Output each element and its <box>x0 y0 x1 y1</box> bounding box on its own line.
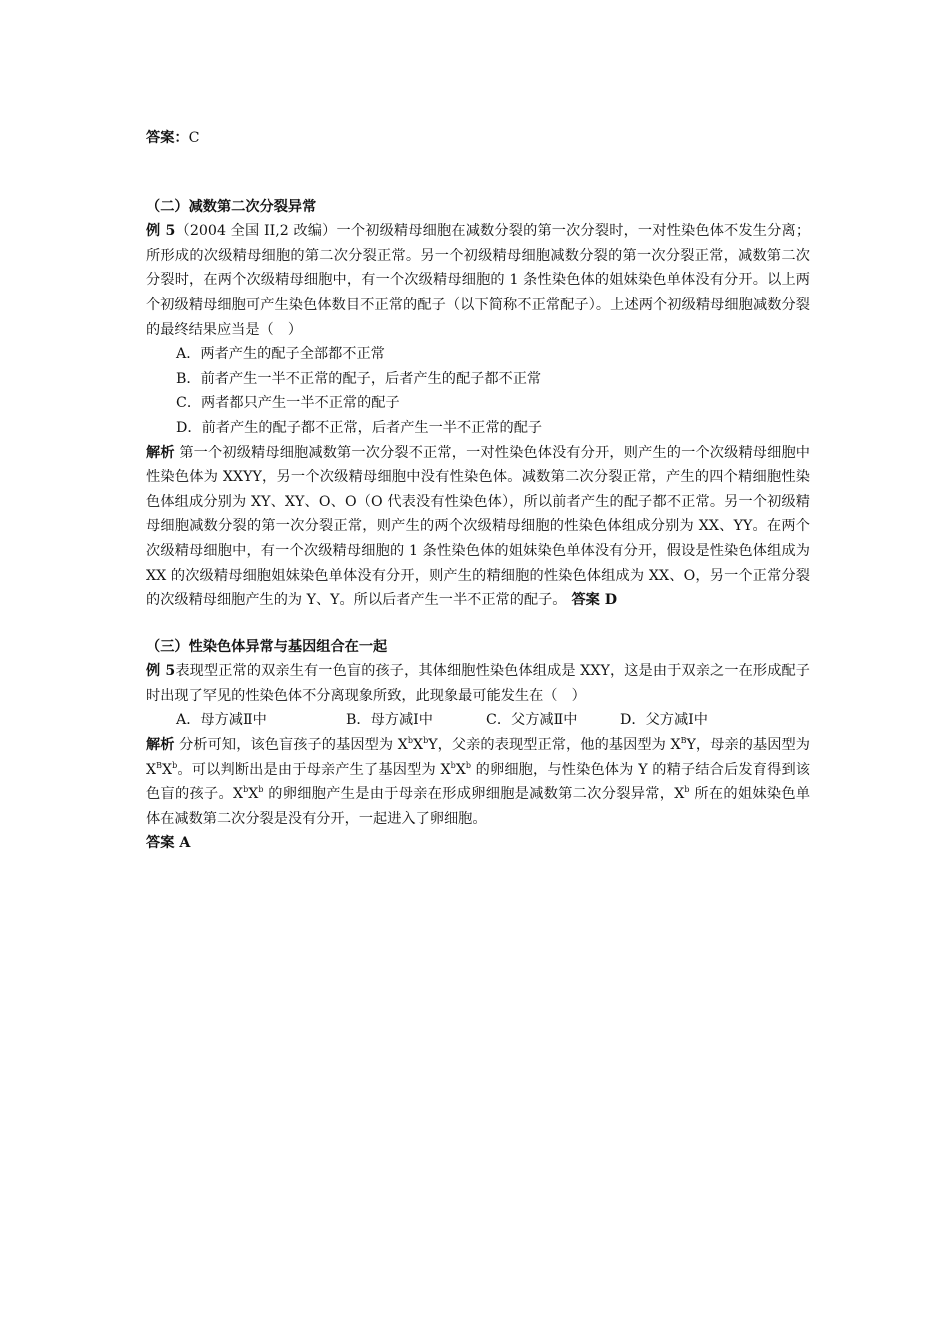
section2-option-d: D．前者产生的配子都不正常，后者产生一半不正常的配子 <box>176 419 543 436</box>
section3-question: 例 5表现型正常的双亲生有一色盲的孩子，其体细胞性染色体组成是 XXY，这是由于双亲之一在形成配子时出现了罕见的性染色体不分离现象所致，此现象最可能发生在（ ） <box>146 663 810 704</box>
section3-option-b: B．母方减Ⅰ中 <box>346 712 433 729</box>
top-answer: 答案：C <box>146 130 200 146</box>
section2-analysis: 解析 第一个初级精母细胞减数第一次分裂不正常，一对性染色体没有分开，则产生的一个次级精母细胞中性染色体为 XXYY，另一个次级精母细胞中没有性染色体。减数第二次分裂正常，产生的四个精细胞性染色体组成分别为 XY、XY、O、O（O 代表没有性染色体），所以前者产生的配子都不正常。另一个初级精母细胞减数分裂的第一次分裂正常，则产生的两个次级精母细胞的性染色体组成分别为 XX、YY。在两个次级精母细胞中，有一个次级精母细胞的 1 条性染色体的姐妹染色单体没有分开，假设是性染色体组成为 XX 的次级精母细胞姐妹染色单体没有分开，则产生的精细胞的性染色体组成为 XX、O，另一个正常分裂的次级精母细胞产生的为 Y、Y。所以后者产生一半不正常的配子。 答案 D <box>146 444 810 609</box>
document-page <box>146 126 810 856</box>
section2-title: （二）减数第二次分裂异常 <box>146 198 317 215</box>
section2-option-b: B．前者产生一半不正常的配子，后者产生的配子都不正常 <box>176 370 542 387</box>
section2-option-c: C．两者都只产生一半不正常的配子 <box>176 395 400 412</box>
section3-option-d: D．父方减Ⅰ中 <box>620 712 708 729</box>
section3-option-a: A．母方减Ⅱ中 <box>176 712 267 729</box>
section3-option-c: C．父方减Ⅱ中 <box>486 712 578 729</box>
section3-analysis: 解析 分析可知，该色盲孩子的基因型为 $X^bX^bY$，父亲的表现型正常，他的基因型为 $X^BY$，母亲的基因型为 $X^BX^b$。可以判断出是由于母亲产生了基因型为 $X^bX^b$ 的卵细胞，与性染色体为 Y 的精子结合后发育得到该色盲的孩子。$X^bX^b$ 的卵细胞产生是由于母亲在形成卵细胞是减数第二次分裂异常，$X^b$ 所在的姐妹染色单体在减数第二次分裂是没有分开，一起进入了卵细胞。 <box>146 736 811 827</box>
section2-question: 例 5（2004 全国 II,2 改编）一个初级精母细胞在减数分裂的第一次分裂时，一对性染色体不发生分离；所形成的次级精母细胞的第二次分裂正常。另一个初级精母细胞减数分裂的第一次分裂正常，减数第二次分裂时，在两个次级精母细胞中，有一个次级精母细胞的 1 条性染色体的姐妹染色单体没有分开。以上两个初级精母细胞可产生染色体数目不正常的配子（以下简称不正常配子）。上述两个初级精母细胞减数分裂的最终结果应当是（ ） <box>146 223 811 338</box>
spacer <box>146 173 810 195</box>
spacer <box>146 613 810 635</box>
section2-option-a: A．两者产生的配子全部都不正常 <box>176 346 385 363</box>
section3-title: （三）性染色体异常与基因组合在一起 <box>146 638 388 655</box>
section3-answer: 答案 A <box>146 835 191 852</box>
section3-options <box>146 708 810 733</box>
